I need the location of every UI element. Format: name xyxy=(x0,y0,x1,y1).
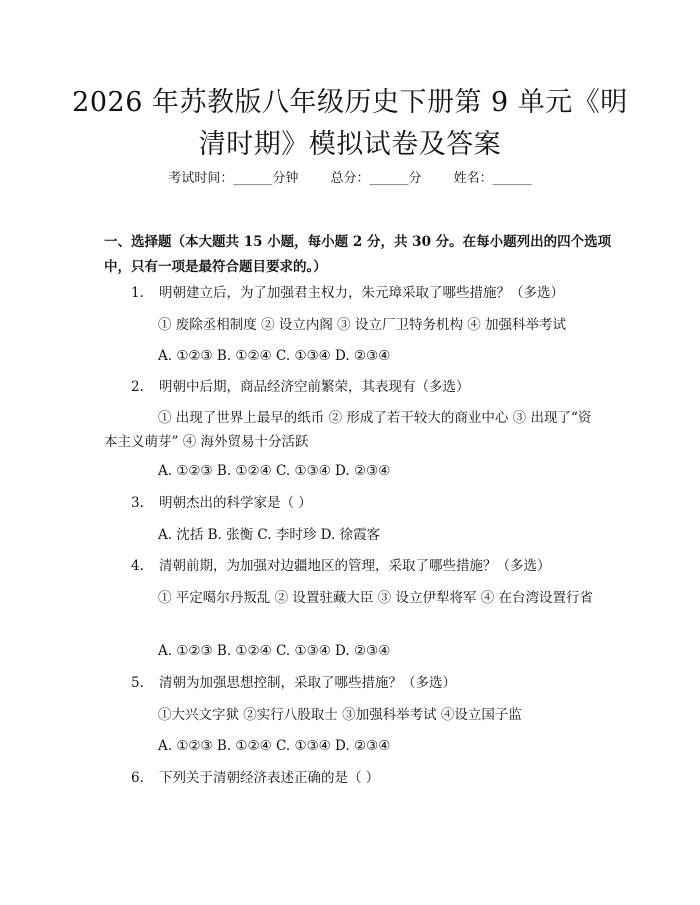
question-number: 5. xyxy=(131,675,144,691)
question-text: 明朝建立后，为了加强君主权力，朱元璋采取了哪些措施？（多选） xyxy=(159,285,564,301)
question-text: 清朝前期，为加强对边疆地区的管理，采取了哪些措施？（多选） xyxy=(159,558,551,574)
question-5-choices: A. ①②③ B. ①②④ C. ①③④ D. ②③④ xyxy=(158,738,391,754)
question-2-stem xyxy=(131,377,631,397)
exam-time-field: 考试时间：______分钟 xyxy=(168,171,299,186)
question-2-choices: A. ①②③ B. ①②④ C. ①③④ D. ②③④ xyxy=(158,463,391,479)
question-number: 6. xyxy=(131,770,144,786)
total-score-field: 总分：______分 xyxy=(330,171,422,186)
question-4-items: ① 平定噶尔丹叛乱 ② 设置驻藏大臣 ③ 设立伊犁将军 ④ 在台湾设置行省 xyxy=(158,590,594,606)
student-name-field: 姓名：______ xyxy=(453,171,532,186)
question-1-stem xyxy=(131,283,631,303)
question-5-stem xyxy=(131,673,631,693)
question-number: 2. xyxy=(131,379,144,395)
question-text: 下列关于清朝经济表述正确的是（ ） xyxy=(159,770,380,786)
question-2-items: ① 出现了世界上最早的纸币 ② 形成了若干较大的商业中心 ③ 出现了“资本主义萌芽” ④ 海外贸易十分活跃 xyxy=(104,410,592,450)
exam-title: 2026 年苏教版八年级历史下册第 9 单元《明清时期》模拟试卷及答案 xyxy=(72,87,628,160)
question-number: 1. xyxy=(131,285,144,301)
question-1-choices: A. ①②③ B. ①②④ C. ①③④ D. ②③④ xyxy=(158,348,391,364)
question-1-items: ① 废除丞相制度 ② 设立内阁 ③ 设立厂卫特务机构 ④ 加强科举考试 xyxy=(158,317,567,333)
question-text: 明朝杰出的科学家是（ ） xyxy=(159,495,312,511)
question-5-items: ①大兴文字狱 ②实行八股取士 ③加强科举考试 ④设立国子监 xyxy=(158,707,522,723)
question-3-choices: A. 沈括 B. 张衡 C. 李时珍 D. 徐霞客 xyxy=(158,527,381,543)
question-3-stem xyxy=(131,493,631,513)
question-number: 4. xyxy=(131,558,144,574)
question-number: 3. xyxy=(131,495,144,511)
question-4-stem xyxy=(131,556,631,576)
section-heading: 一、选择题（本大题共 15 小题，每小题 2 分，共 30 分。在每小题列出的四个选项中，只有一项是最符合题目要求的。） xyxy=(104,234,612,275)
question-text: 清朝为加强思想控制，采取了哪些措施？（多选） xyxy=(159,675,456,691)
question-6-stem xyxy=(131,768,631,788)
question-text: 明朝中后期，商品经济空前繁荣，其表现有（多选） xyxy=(159,379,470,395)
exam-info-line xyxy=(0,170,700,188)
question-4-choices: A. ①②③ B. ①②④ C. ①③④ D. ②③④ xyxy=(158,643,391,659)
